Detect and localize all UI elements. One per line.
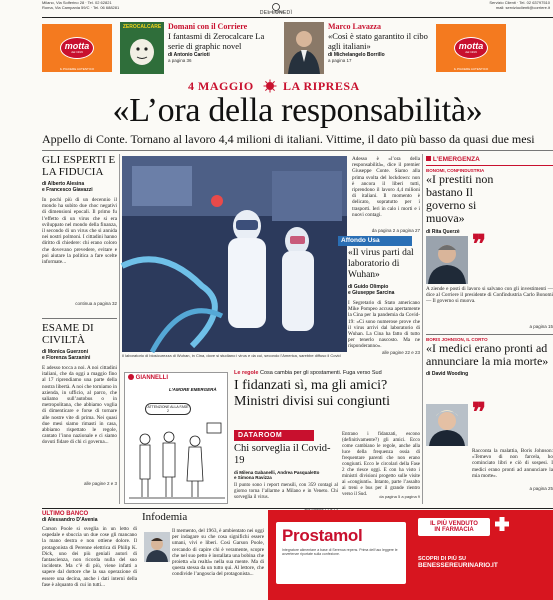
- promo-kicker: Domani con il Corriere: [168, 22, 248, 31]
- rules-kicker: Le regole: [234, 370, 259, 376]
- johnson-headline: «I medici erano pronti ad annunciare la mia morte»: [426, 341, 549, 368]
- pharmacy-cross-icon: [494, 516, 510, 532]
- promo-kicker-2: Marco Lavazza: [328, 22, 381, 31]
- masthead-address-milano: Milano, Via Solferino 28 · Tel. 02 62821: [42, 0, 112, 5]
- bonomi-page-ref: a pagina 15: [529, 324, 553, 329]
- infodemia[interactable]: [142, 511, 202, 523]
- prostamol-ad[interactable]: [268, 510, 553, 600]
- affondo-byline-2: e Giuseppe Sarcina: [348, 290, 395, 296]
- affondo-label: Affondo Usa: [338, 236, 412, 246]
- editorial-byline-2: e Francesco Giavazzi: [42, 187, 93, 193]
- affondo-headline: «Il virus parti dal laboratorio di Wuhan»: [348, 248, 414, 280]
- affondo-page-ref: alle pagine 22 e 23: [381, 350, 420, 355]
- dataroom-label: DATAROOM: [234, 430, 314, 441]
- dataroom-byline-2: e Simona Ravizza: [234, 475, 272, 480]
- prostamol-box: [276, 522, 406, 584]
- motta-ad-left[interactable]: [42, 24, 112, 72]
- affondo-text: I Segretario di Stato americano Mike Pompeo accusa apertamente la Cina per la pandemia da Covid-19: «Ci sono numerose prove che il virus arrivi dal laboratorio di Wuhan. La Cina ha fatto di tutto per tenerlo nascosto. Ma ne risponderanno».: [348, 300, 420, 350]
- book-illustration-icon: [120, 30, 164, 70]
- bonomi-text: A ziende e posti di lavoro si salvano con gli investimenti — dice al Corriere il presidente di Confindustria Carlo Bonomi — Il governo si muova.: [426, 286, 553, 305]
- prostamol-site[interactable]: [418, 556, 548, 569]
- rules-page-ref: da pagina 5 a pagina 9: [379, 494, 420, 499]
- customer-service-mail: mail: servizioclienti@corriere.it: [495, 5, 550, 10]
- cartoon-figures-icon: [129, 419, 225, 501]
- infodemia-title: Infodemia: [142, 511, 188, 523]
- corriere-crest-icon: [262, 0, 290, 10]
- bonomi-body: [426, 286, 553, 329]
- editorial-text-2: E adesso tocca a noi. A noi cittadini italiani, che da oggi a maggio fino al 17 riprendiamo una parte della nostra libertà. A noi che torniamo in azienda, in ufficio, al parco, che saliamo sull’autobus o in metropolitana, che abbiamo voglia di dimenticare e forse di tornare alle nostre vite di prima. Nei quasi due mesi siamo rimasti in casa, abbiamo rispettato le regole, cantato l’inno nazionale e ci siamo dovuti fidare di chi ci governa...: [42, 365, 117, 446]
- banner-label: LA RIPRESA: [283, 79, 360, 93]
- masthead-left-info: [42, 0, 202, 10]
- johnson-page-ref: a pagina 25: [529, 486, 553, 491]
- virus-icon: [262, 79, 278, 93]
- promo-page-ref-2: a pagina 17: [328, 58, 352, 63]
- editorial-text: In pochi più di un decennio il mondo ha subìto due choc negativi di dimensioni epocali. Il primo fu l’effetto di un virus che si era sviluppato nel mondo della finanza, il secondo di un virus che si annida nei nostri polmoni. I cittadini hanno diritto di chiedere: chi erano coloro che dovevano prevedere, evitare e poi aiutare la politica a fare scelte informate...: [42, 197, 117, 266]
- dataroom-headline: Chi sorveglia il Covid-19: [234, 443, 331, 466]
- farmacia-line-2: IN FARMACIA: [434, 527, 474, 533]
- editorial-page-ref-2: alle pagine 2 e 3: [83, 481, 117, 486]
- rules-body[interactable]: [342, 432, 420, 499]
- customer-service-phone: Servizio Clienti · Tel. 02 63797510: [489, 0, 550, 5]
- farmacia-badge: [418, 518, 490, 536]
- center-story-page-ref: da pagina 2 a pagina 27: [371, 228, 420, 233]
- johnson-story[interactable]: [426, 337, 553, 377]
- center-story[interactable]: [352, 156, 420, 233]
- editorial-page-ref: continua a pagina 32: [75, 301, 117, 306]
- prostamol-text: Integratore alimentare a base di Serenoa repens. Prima dell’uso leggere le avvertenze riportate sulla confezione.: [282, 548, 398, 556]
- motta-logo: motta dal 1919: [60, 37, 94, 59]
- quote-icon-2: ❞: [472, 398, 486, 427]
- rules-kicker-rest: Cosa cambia per gli spostamenti. Fuga verso Sud: [259, 370, 382, 376]
- bonomi-photo: [426, 236, 468, 284]
- motta-ad-right[interactable]: [436, 24, 506, 72]
- promo-byline: di Antonio Carioti: [168, 52, 210, 58]
- center-story-text: Adesso è «l’ora della responsabilità», dice il premier Giuseppe Conte. Siamo alla prima svolta del lockdown: non è ancora il liberi tutti, riprendono il lavoro 4,4 milioni di italiani. Il momento è delicato, sopratutto per i trasporti. Ieri in calo i morti e i nuovi contagi.: [352, 156, 420, 218]
- ultimo-banco-label: ULTIMO BANCO: [42, 511, 89, 517]
- emergenza-square-icon: [426, 156, 431, 161]
- affondo-story[interactable]: [348, 248, 420, 355]
- dataroom-byline: di Milena Gabanelli, Andrea Pasqualetto: [234, 470, 320, 475]
- bonomi-headline: «I prestiti non bastano Il governo si muova»: [426, 172, 494, 225]
- infodemia-body: [172, 528, 264, 594]
- johnson-photo: [426, 404, 468, 446]
- editorial-byline: di Alberto Alesina: [42, 181, 85, 187]
- zerocalcare-book-cover[interactable]: [120, 22, 164, 74]
- emergenza-label: [426, 156, 480, 163]
- editorial-title-2: ESAME DI CIVILTÀ: [42, 322, 94, 346]
- lavazza-photo: [284, 22, 324, 74]
- ultimo-banco-byline: di Alessandro D’Avenia: [42, 517, 98, 523]
- johnson-text: Racconta la malattia, Boris Johnson: «Temevo di non farcela, ho cominciato libri e ciò di sospesi. I medici erano pronti ad annunciare la mia morte».: [472, 448, 553, 479]
- promo-zerocalcare[interactable]: [168, 22, 280, 63]
- affondo-byline: di Guido Olimpio: [348, 284, 389, 290]
- bonomi-byline: di Rita Querzè: [426, 229, 460, 235]
- main-headline[interactable]: «L’ora della responsabilità»: [112, 92, 483, 129]
- masthead-address-roma: Roma, Via Campania 59/C · Tel. 06 688281: [42, 5, 120, 10]
- promo-page-ref: a pagina 36: [168, 58, 192, 63]
- cartoon-dot-icon: [128, 374, 134, 380]
- prostamol-brand: Prostamol: [282, 526, 363, 545]
- banner-date: 4 MAGGIO: [188, 79, 254, 93]
- giannelli-cartoon[interactable]: [124, 372, 228, 504]
- site-line-2: BENESSEREURINARIO.IT: [418, 562, 498, 569]
- promo-headline: I fantasmi di Zerocalcare La serie di graphic novel: [168, 31, 265, 51]
- photo-caption: Il laboratorio di biosicurezza di Wuhan, in Cina, dove si studiano i virus e da cui, secondo l’America, sarebbe diffuso il Covid: [122, 353, 341, 358]
- motta-caption-2: IL PIACERE AUTENTICO: [453, 67, 489, 71]
- bonomi-section: BONOMI, CONFINDUSTRIA: [426, 168, 485, 173]
- motta-caption: IL PIACERE AUTENTICO: [59, 67, 95, 71]
- cartoon-bubble: L’AMORE EMERGERÀ: [169, 387, 217, 392]
- quote-icon: ❞: [472, 230, 486, 259]
- editorial-byline-4: e Fiorenza Sarzanini: [42, 355, 91, 361]
- davenia-photo: [144, 532, 170, 562]
- subheadline[interactable]: Appello di Conte. Tornano al lavoro 4,4 milioni di italiani. Vittime, il dato più basso da quasi due mesi: [42, 132, 535, 146]
- editorial-byline-3: di Monica Guerzoni: [42, 349, 89, 355]
- emergenza-label-text: L’EMERGENZA: [432, 156, 480, 163]
- masthead-right-info: [400, 0, 550, 10]
- rules-headline: I fidanzati sì, ma gli amici? Ministri divisi sui congiunti: [234, 378, 390, 409]
- dataroom-text: Il punto sono i report mensili, con 359 contagi al giorno torna l’allarme a Milano e in Veneto. Chi sorveglia il virus.: [234, 483, 338, 500]
- ultimo-banco-text: Carson Poole si sveglia in un letto di ospedale e sbuccia un due cose gli mancano la mano destra e non ottiene dolore. Il protagonista di Perenne elettrica di Philip K. Dick, uno dei più geniali autori di fantascienza, non ricorda nulla del suo incidente. Ma c’è di più, viene infatti a sapere dal dottore che la sua operazione di essere una decina, anche i dati interni della fase è alquanto di cui in tutti...: [42, 526, 137, 588]
- dataroom-story[interactable]: [234, 443, 338, 512]
- motta-logo-2: motta dal 1919: [454, 37, 488, 59]
- rules-body-text: Entrano i fidanzati, escono (definitivamente?) gli amici. Ecco come cambiano le regole, anche alla luce della frequenza ossia di frequentare parenti che non erano congiunti. Ecco le circolari della Fase 2 che riesce oggi. E con ha visto i ministri divisioni progetto sulle visite ai «congiunti». Intanto, parte l’assalto ai treni e bus per il grande rientro verso il Sud.: [342, 432, 420, 497]
- johnson-section: BORIS JOHNSON, IL CORTO: [426, 337, 488, 342]
- ultimo-banco[interactable]: [42, 511, 137, 598]
- editorial-civilta[interactable]: [42, 322, 117, 486]
- bonomi-story[interactable]: [426, 168, 553, 235]
- cartoon-label: [125, 373, 227, 382]
- promo-byline-2: di Michelangelo Borrillo: [328, 52, 385, 58]
- promo-headline-2: «Così è stato garantito il cibo agli italiani»: [328, 31, 428, 51]
- johnson-body: [472, 448, 553, 491]
- book-title: ZEROCALCARE: [122, 24, 162, 30]
- site-line-1: SCOPRI DI PIÙ SU: [418, 556, 466, 562]
- promo-lavazza[interactable]: [328, 22, 432, 63]
- johnson-byline: di David Wooding: [426, 371, 469, 377]
- editorial-esperti[interactable]: [42, 154, 117, 306]
- infodemia-text: Il memento, del 1963, è ambientato nei oggi per indagare su che cosa significhi essere umani, vivi e liberi. Così Garson Poole, cercando di capire chi è veramente, scopre che nel suo petto è installata una bobina che proietta «la realtà» nella sua mente. Ma di questa stessa da un tutto qui. Al lettore, che condivide l’angoscia del protagonista...: [172, 528, 264, 578]
- farmacia-line-1: IL PIÙ VENDUTO: [430, 521, 478, 527]
- rules-story[interactable]: [234, 370, 420, 410]
- wuhan-lab-photo[interactable]: [122, 156, 347, 352]
- cartoon-caption: ATTENZIONE ALLA FASE 2: [145, 403, 191, 415]
- editorial-title: GLI ESPERTI E LA FIDUCIA: [42, 154, 116, 178]
- cartoon-label-text: GIANNELLI: [135, 375, 169, 381]
- day-label: DEL LUNEDÌ: [259, 10, 293, 16]
